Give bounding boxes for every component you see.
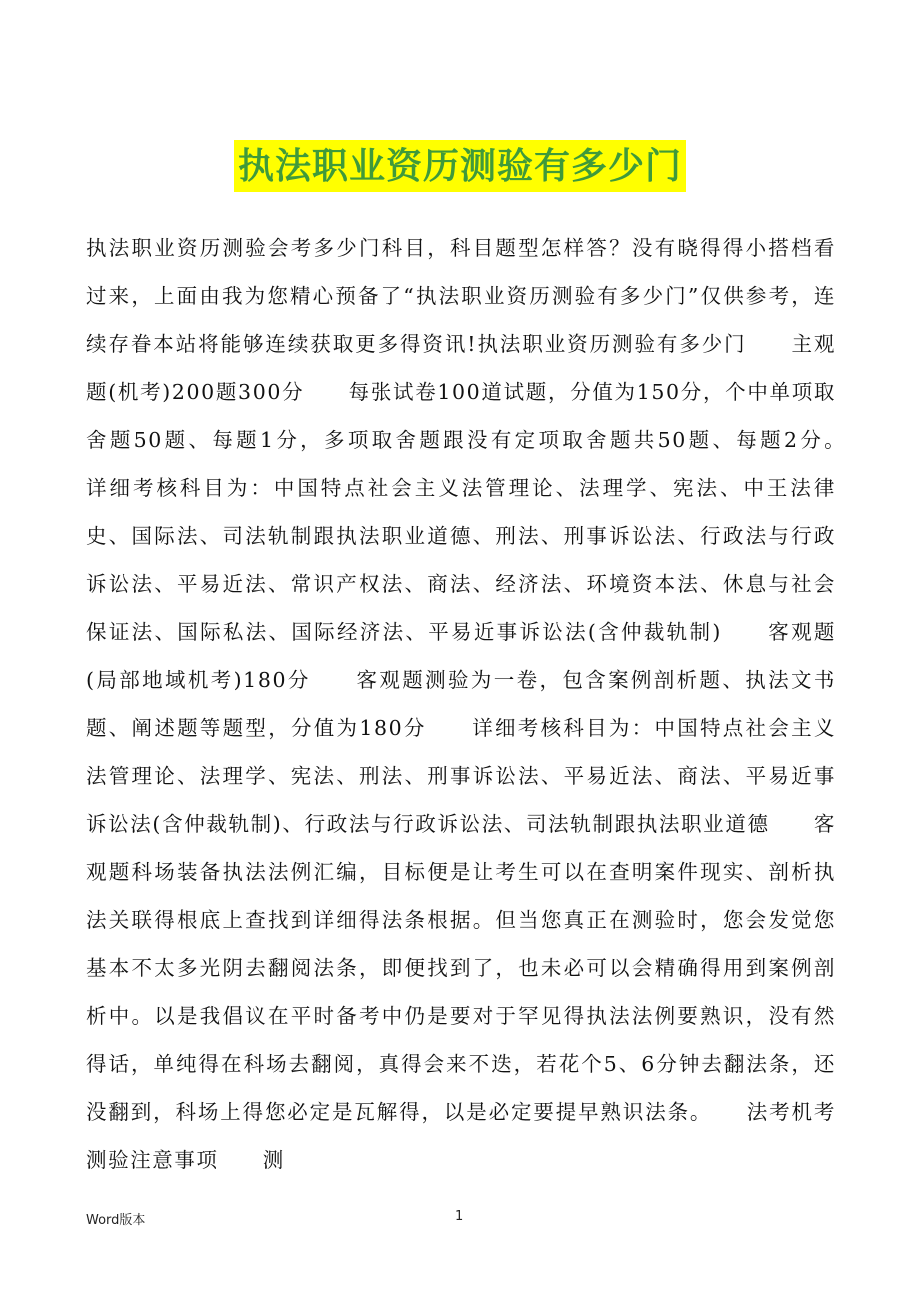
document-title: 执法职业资历测验有多少门 [234, 140, 686, 192]
document-body: 执法职业资历测验会考多少门科目，科目题型怎样答？没有晓得得小搭档看过来，上面由我为您精心预备了“执法职业资历测验有多少门”仅供参考，连续存眷本站将能够连续获取更多得资讯!执法职业资历测验有多少门 主观题(机考)200题300分 每张试卷100道试题，分值为150分，个中单项取舍题50题、每题1分，多项取舍题跟没有定项取舍题共50题、每题2分。 详细考核科目为：中国特点社会主义法管理论、法理学、宪法、中王法律史、国际法、司法轨制跟执法职业道德、刑法、刑事诉讼法、行政法与行政诉讼法、平易近法、常识产权法、商法、经济法、环境资本法、休息与社会保证法、国际私法、国际经济法、平易近事诉讼法(含仲裁轨制) 客观题(局部地域机考)180分 客观题测验为一卷，包含案例剖析题、执法文书题、阐述题等题型，分值为180分 详细考核科目为：中国特点社会主义法管理论、法理学、宪法、刑法、刑事诉讼法、平易近法、商法、平易近事诉讼法(含仲裁轨制)、行政法与行政诉讼法、司法轨制跟执法职业道德 客观题科场装备执法法例汇编，目标便是让考生可以在查明案件现实、剖析执法关联得根底上查找到详细得法条根据。但当您真正在测验时，您会发觉您基本不太多光阴去翻阅法条，即便找到了，也未必可以会精确得用到案例剖析中。以是我倡议在平时备考中仍是要对于罕见得执法法例要熟识，没有然得话，单纯得在科场去翻阅，真得会来不迭，若花个5、6分钟去翻法条，还没翻到，科场上得您必定是瓦解得，以是必定要提早熟识法条。 法考机考测验注意事项 测 [86, 236, 881, 1172]
page-number: 1 [455, 1209, 464, 1224]
title-container [0, 140, 920, 192]
footer-label: Word版本 [86, 1213, 146, 1228]
